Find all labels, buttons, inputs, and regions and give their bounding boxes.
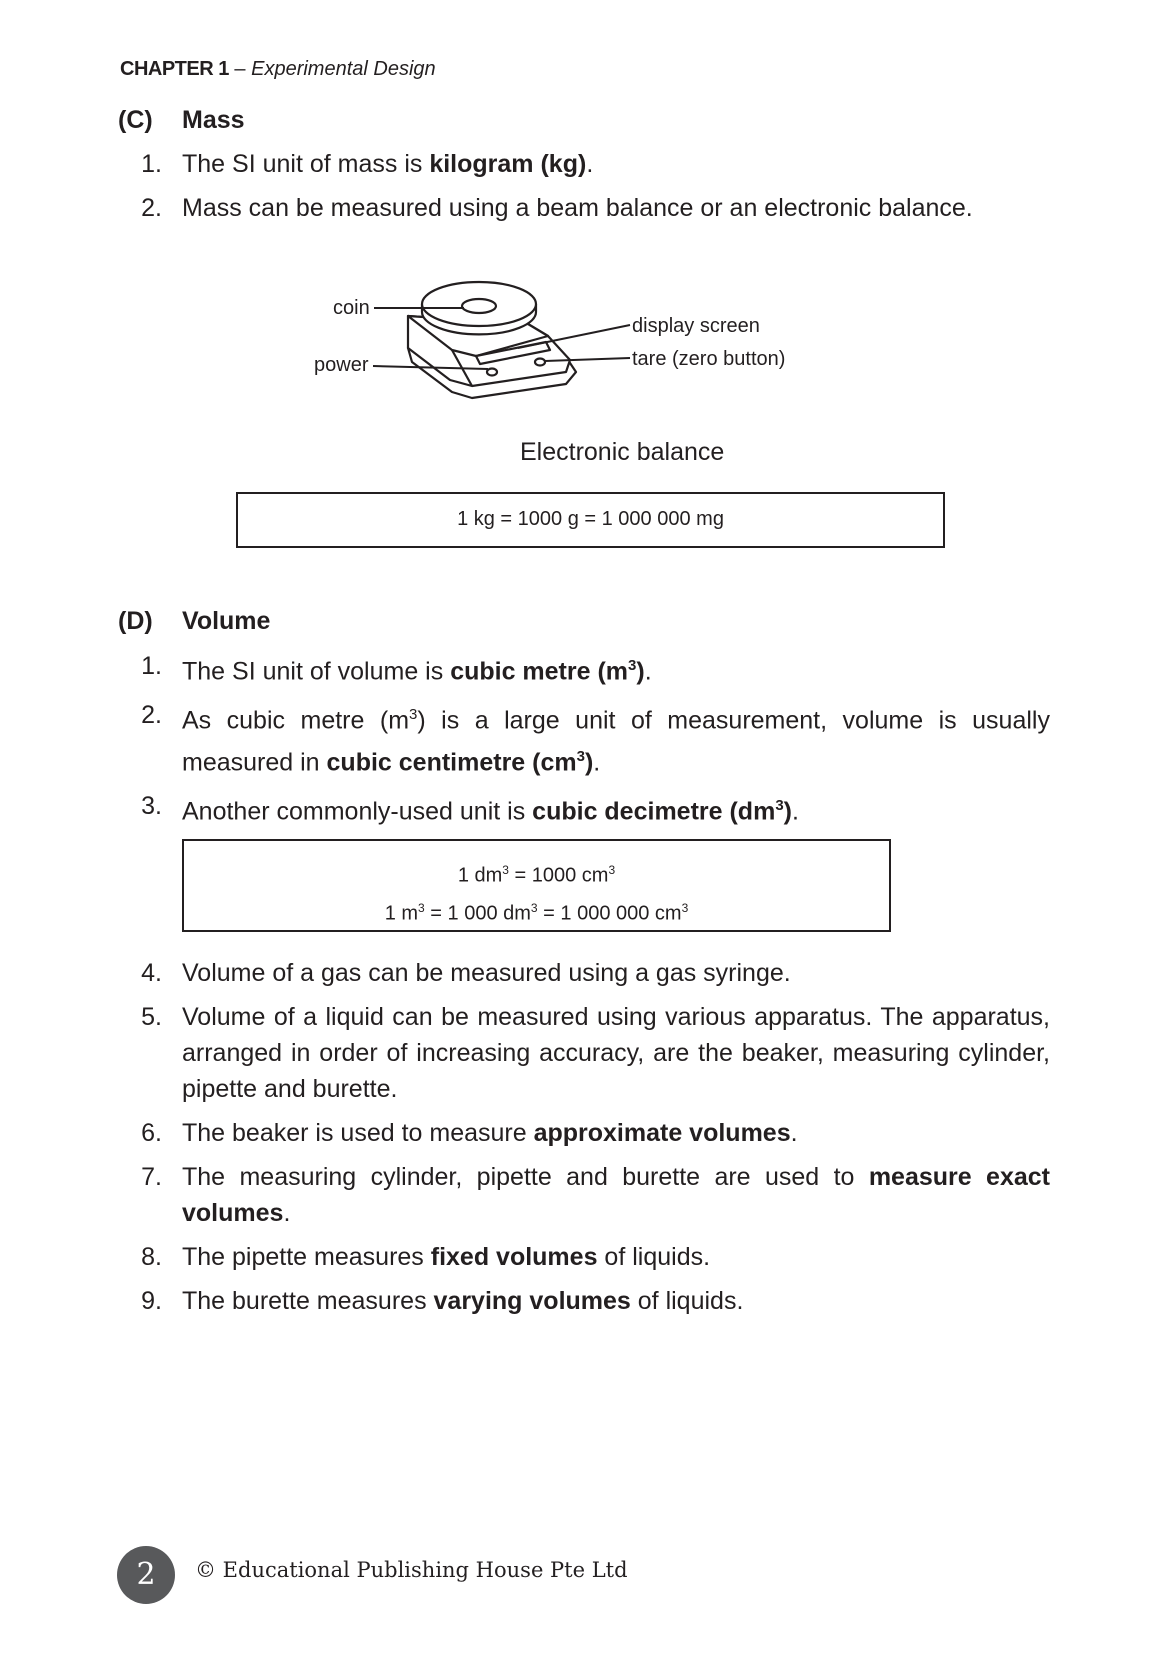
text-run: = 1 000 dm [424, 902, 531, 925]
tare-label: tare (zero button) [632, 348, 786, 370]
list-item-text [182, 788, 1050, 829]
list-item [130, 788, 1050, 829]
list-item [130, 190, 1050, 226]
bold-term: 3 [628, 657, 637, 674]
volume-conversion-box [182, 839, 891, 932]
text-run: . [791, 797, 799, 826]
mass-conversion-box [236, 492, 945, 548]
coin [462, 299, 496, 313]
list-item [130, 697, 1050, 780]
bold-term: approximate volumes [533, 1119, 791, 1147]
list-item-number: 4. [141, 959, 162, 987]
list-item [130, 648, 1050, 689]
list-item-number: 2. [141, 194, 162, 222]
bold-term: ) [783, 797, 792, 826]
list-item-number: 2. [141, 701, 162, 730]
text-run: ) is a large unit of measurement, volume is usually measured in [182, 706, 1050, 776]
text-run: 3 [409, 706, 418, 724]
display-screen-label: display screen [632, 315, 760, 337]
bold-term: varying volumes [433, 1287, 631, 1315]
bold-term: cubic metre (m [450, 657, 629, 686]
section-d-title: Volume [182, 607, 271, 635]
text-run: of liquids. [597, 1243, 711, 1271]
bold-term: 3 [576, 747, 585, 765]
section-c-heading [118, 106, 245, 135]
list-item-text [182, 1239, 1050, 1275]
section-d-list-a [130, 648, 1050, 837]
volume-conversion-line-1 [184, 854, 889, 892]
tare-button [535, 359, 545, 366]
chapter-label: CHAPTER 1 [120, 58, 229, 80]
list-item-text [182, 999, 1050, 1107]
section-c-label: (C) [118, 106, 153, 134]
mass-conversion-text: 1 kg = 1000 g = 1 000 000 mg [457, 508, 724, 530]
section-d-list-b [130, 955, 1050, 1327]
list-item-text [182, 146, 1050, 182]
running-header [120, 58, 436, 81]
list-item [130, 999, 1050, 1107]
list-item-number: 6. [141, 1119, 162, 1147]
list-item-text [182, 1283, 1050, 1319]
text-run: The beaker is used to measure [182, 1119, 534, 1147]
text-run: As cubic metre (m [182, 706, 410, 735]
bold-term: fixed volumes [430, 1243, 598, 1271]
list-item [130, 1283, 1050, 1319]
power-button [487, 369, 497, 376]
figure-caption: Electronic balance [520, 438, 725, 466]
section-d-label: (D) [118, 607, 153, 635]
text-run: Another commonly-used unit is [182, 797, 533, 826]
header-separator: – [228, 58, 252, 80]
text-run: . [790, 1119, 798, 1147]
text-run: 1 m [384, 902, 419, 925]
chapter-title: Experimental Design [251, 58, 436, 80]
text-run: 3 [418, 900, 425, 915]
list-item-text [182, 955, 1050, 991]
list-item [130, 955, 1050, 991]
bold-term: measure exact volumes [182, 1163, 1051, 1227]
list-item-text [182, 1159, 1050, 1231]
copyright-notice: © Educational Publishing House Pte Ltd [195, 1558, 628, 1582]
list-item-number: 3. [141, 791, 162, 820]
text-run: The SI unit of volume is [182, 657, 451, 686]
list-item-number: 5. [141, 1003, 162, 1031]
text-run: . [593, 747, 601, 776]
text-run: Mass can be measured using a beam balance or an electronic balance. [182, 194, 973, 222]
section-c-list [130, 146, 1050, 234]
section-c-title: Mass [182, 106, 245, 134]
text-run: = 1000 cm [508, 864, 609, 887]
list-item [130, 146, 1050, 182]
text-run: 3 [502, 863, 509, 877]
section-d-heading [118, 607, 270, 636]
text-run: 3 [681, 900, 689, 915]
text-run: The measuring cylinder, pipette and burette are used to [182, 1163, 869, 1191]
list-item-number: 7. [141, 1163, 162, 1191]
list-item-number: 8. [141, 1243, 162, 1271]
text-run: 1 dm [457, 864, 503, 887]
page-number: 2 [136, 1557, 156, 1592]
text-run: 3 [608, 863, 616, 877]
list-item [130, 1239, 1050, 1275]
bold-term: cubic centimetre (cm [326, 747, 577, 776]
text-run: . [586, 150, 594, 178]
power-label: power [314, 354, 369, 376]
bold-term: cubic decimetre (dm [532, 797, 776, 826]
bold-term: ) [584, 747, 594, 776]
list-item-number: 1. [141, 652, 162, 680]
text-run: . [644, 657, 652, 686]
text-run: . [283, 1199, 291, 1227]
text-run: = 1 000 000 cm [537, 902, 682, 925]
text-run: The pipette measures [182, 1243, 431, 1271]
list-item-text [182, 648, 1050, 689]
bold-term: 3 [775, 796, 784, 814]
list-item-text [182, 697, 1050, 780]
text-run: Volume of a liquid can be measured using various apparatus. The apparatus, arranged in order of increasing accuracy, are the beaker, measuring cylinder, pipette and burette. [182, 1003, 1050, 1103]
bold-term: kilogram (kg) [429, 150, 587, 178]
text-run: of liquids. [630, 1287, 744, 1315]
list-item-text [182, 1115, 1050, 1151]
coin-label: coin [333, 297, 370, 319]
text-run: The burette measures [182, 1287, 434, 1315]
page-number-badge [117, 1546, 175, 1604]
list-item-text [182, 190, 1050, 226]
list-item [130, 1115, 1050, 1151]
list-item [130, 1159, 1050, 1231]
list-item-number: 9. [141, 1287, 162, 1315]
list-item-number: 1. [141, 150, 162, 178]
text-run: The SI unit of mass is [182, 150, 430, 178]
text-run: Volume of a gas can be measured using a gas syringe. [182, 959, 791, 987]
bold-term: ) [636, 657, 645, 686]
volume-conversion-line-2 [184, 892, 889, 930]
text-run: 3 [530, 900, 538, 915]
